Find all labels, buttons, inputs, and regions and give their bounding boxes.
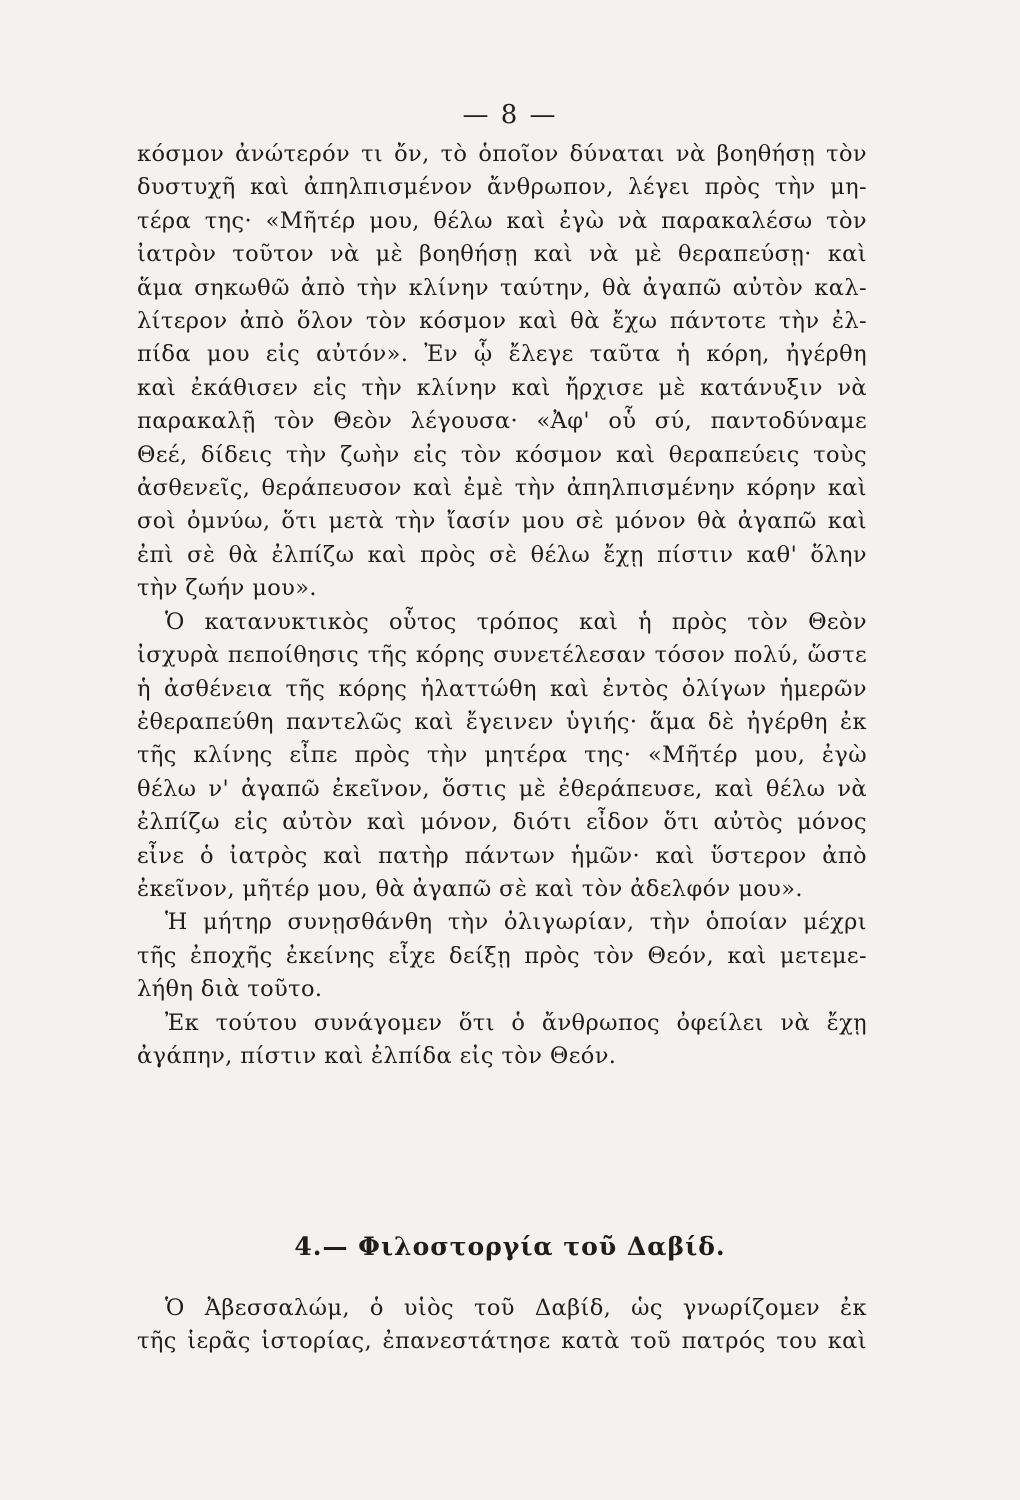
text-line: κόσμον ἀνώτερόν τι ὄν, τὸ ὁποῖον δύναται νὰ βοηθήσῃ τὸν [137, 141, 867, 167]
text-line: λήθη διὰ τοῦτο. [137, 976, 323, 1003]
text-line: ἰσχυρὰ πεποίθησις τῆς κόρης συνετέλεσαν τόσον πολύ, ὥστε [137, 642, 867, 669]
text-line: ἀσθενεῖς, θεράπευσον καὶ ἐμὲ τὴν ἀπηλπισμένην κόρην καὶ [137, 475, 867, 502]
text-line: λίτερον ἀπὸ ὅλον τὸν κόσμον καὶ θὰ ἔχω πάντοτε τὴν ἐλ- [137, 308, 867, 335]
text-line: τῆς κλίνης εἶπε πρὸς τὴν μητέρα της· «Μῆτέρ μου, ἐγὼ [137, 742, 867, 769]
text-line: παρακαλῇ τὸν Θεὸν λέγουσα· «Ἀφ' οὗ σύ, παντοδύναμε [137, 408, 867, 435]
text-line: ἀγάπην, πίστιν καὶ ἐλπίδα εἰς τὸν Θεόν. [137, 1042, 617, 1069]
text-line: τῆς ἱερᾶς ἱστορίας, ἐπανεστάτησε κατὰ τοῦ πατρός του καὶ [137, 1328, 867, 1355]
text-line: εἶνε ὁ ἰατρὸς καὶ πατὴρ πάντων ἡμῶν· καὶ ὕστερον ἀπὸ [137, 842, 867, 869]
text-line: Ὁ κατανυκτικὸς οὗτος τρόπος καὶ ἡ πρὸς τὸν Θεὸν [165, 608, 867, 635]
paragraph [137, 138, 867, 606]
text-line: Ἡ μήτηρ συνῃσθάνθη τὴν ὀλιγωρίαν, τὴν ὁποίαν μέχρι [165, 909, 867, 936]
paragraph [137, 606, 867, 907]
paragraph [137, 1007, 867, 1074]
section-text [137, 1292, 867, 1359]
page-number: — 8 — [462, 100, 558, 130]
text-line: πίδα μου εἰς αὐτόν». Ἐν ᾧ ἔλεγε ταῦτα ἡ κόρη, ἠγέρθη [137, 341, 867, 368]
text-line: σοὶ ὀμνύω, ὅτι μετὰ τὴν ἴασίν μου σὲ μόνον θὰ ἀγαπῶ καὶ [137, 508, 867, 535]
paragraph [137, 906, 867, 1006]
text-line: θέλω ν' ἀγαπῶ ἐκεῖνον, ὅστις μὲ ἐθεράπευσε, καὶ θέλω νὰ [137, 775, 867, 802]
text-line: τέρα της· «Μῆτέρ μου, θέλω καὶ ἐγὼ νὰ παρακαλέσω τὸν [137, 207, 867, 234]
text-line: ἐλπίζω εἰς αὐτὸν καὶ μόνον, διότι εἶδον ὅτι αὐτὸς μόνος [137, 809, 867, 836]
text-line: δυστυχῆ καὶ ἀπηλπισμένον ἄνθρωπον, λέγει πρὸς τὴν μη- [137, 174, 867, 201]
text-line: Ἐκ τούτου συνάγομεν ὅτι ὁ ἄνθρωπος ὀφείλει νὰ ἔχῃ [165, 1009, 867, 1036]
text-line: Ὁ Ἀβεσσαλώμ, ὁ υἱὸς τοῦ Δαβίδ, ὡς γνωρίζομεν ἐκ [165, 1295, 867, 1321]
text-line: καὶ ἐκάθισεν εἰς τὴν κλίνην καὶ ἤρχισε μὲ κατάνυξιν νὰ [137, 374, 867, 401]
text-line: ἰατρὸν τοῦτον νὰ μὲ βοηθήσῃ καὶ νὰ μὲ θεραπεύσῃ· καὶ [137, 241, 867, 268]
text-line: ἐκεῖνον, μῆτέρ μου, θὰ ἀγαπῶ σὲ καὶ τὸν ἀδελφόν μου». [137, 875, 803, 902]
text-line: Θεέ, δίδεις τὴν ζωὴν εἰς τὸν κόσμον καὶ θεραπεύεις τοὺς [137, 441, 867, 468]
paragraph [137, 1292, 867, 1359]
main-text [137, 138, 867, 1073]
text-line: ἡ ἀσθένεια τῆς κόρης ἠλαττώθη καὶ ἐντὸς ὀλίγων ἡμερῶν [137, 675, 867, 702]
text-line: τὴν ζωήν μου». [137, 575, 317, 602]
text-line: ἐπὶ σὲ θὰ ἐλπίζω καὶ πρὸς σὲ θέλω ἔχῃ πίστιν καθ' ὅλην [137, 541, 867, 568]
section-heading: 4.— Φιλοστοργία τοῦ Δαβίδ. [294, 1232, 726, 1261]
text-line: ἐθεραπεύθη παντελῶς καὶ ἔγεινεν ὑγιής· ἅμα δὲ ἠγέρθη ἐκ [137, 708, 867, 735]
text-line: ἅμα σηκωθῶ ἀπὸ τὴν κλίνην ταύτην, θὰ ἀγαπῶ αὐτὸν καλ- [137, 274, 867, 301]
text-line: τῆς ἐποχῆς ἐκείνης εἶχε δείξῃ πρὸς τὸν Θεόν, καὶ μετεμε- [137, 942, 867, 969]
